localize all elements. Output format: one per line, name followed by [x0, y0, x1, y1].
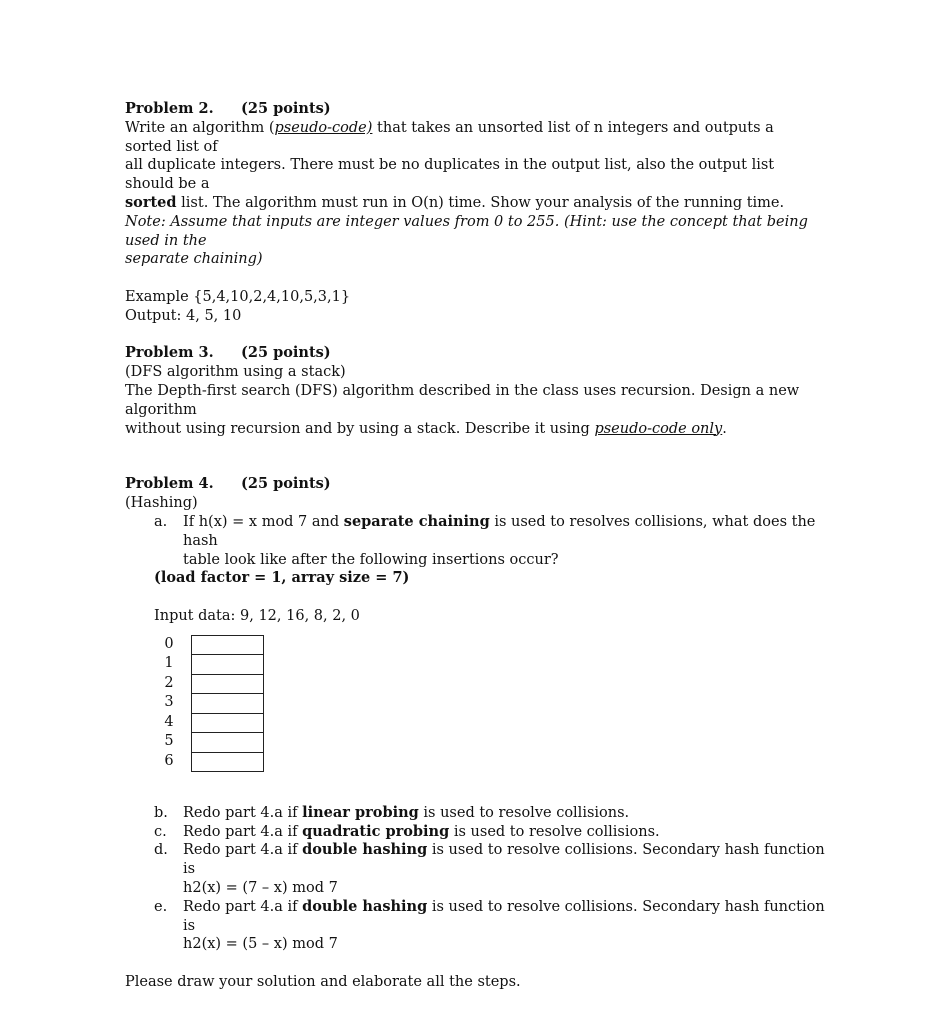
problem-3-number: Problem 3. — [125, 344, 214, 362]
part-b-marker: b. — [154, 804, 168, 821]
hash-row-4 — [154, 713, 294, 733]
problem-3-subtitle: (DFS algorithm using a stack) — [125, 364, 346, 381]
part-c-bold: quadratic probing — [302, 822, 450, 840]
hash-table — [154, 635, 825, 777]
problem-2-line-3 — [125, 194, 825, 213]
hash-row-1 — [154, 654, 294, 674]
problem-2-line-2: all duplicate integers. There must be no duplicates in the output list, also the output list should be a — [125, 157, 775, 193]
hash-cell-1 — [191, 654, 264, 674]
hash-row-5 — [154, 732, 294, 752]
problem-3-line-2 — [125, 420, 825, 439]
hash-row-2 — [154, 674, 294, 694]
hash-index-6: 6 — [164, 752, 174, 769]
part-c-marker: c. — [154, 823, 167, 840]
part-a-bold: separate chaining — [343, 512, 490, 530]
problem-2-line-3-rest: list. The algorithm must run in O(n) time. Show your analysis of the running time. — [176, 194, 785, 211]
part-c-post: is used to resolve collisions. — [449, 823, 660, 840]
hash-row-3 — [154, 693, 294, 713]
part-d-line-2: h2(x) = (7 – x) mod 7 — [183, 879, 338, 896]
hash-cell-0 — [191, 635, 264, 655]
part-c-pre: Redo part 4.a if — [183, 823, 303, 840]
part-e-bold: double hashing — [302, 897, 428, 915]
part-a-line-2: table look like after the following insertions occur? — [183, 551, 559, 568]
hash-index-0: 0 — [164, 635, 174, 652]
part-b-pre: Redo part 4.a if — [183, 804, 303, 821]
hash-cell-3 — [191, 693, 264, 713]
hash-index-4: 4 — [164, 713, 174, 730]
problem-3-line-1: The Depth-first search (DFS) algorithm described in the class uses recursion. Design a new algorithm — [125, 382, 800, 418]
part-b-bold: linear probing — [302, 803, 419, 821]
part-e — [125, 898, 825, 954]
part-b-post: is used to resolve collisions. — [418, 804, 630, 821]
problem-2-line-1-post: that takes an unsorted list of n integers and outputs a sorted list of — [125, 119, 774, 155]
problem-2-points: (25 points) — [241, 100, 331, 117]
problem-4-points: (25 points) — [241, 475, 331, 493]
hash-index-1: 1 — [164, 655, 174, 672]
hash-index-3: 3 — [164, 694, 174, 711]
closing-instruction: Please draw your solution and elaborate all the steps. — [125, 973, 521, 990]
problem-4-heading — [125, 475, 825, 494]
part-a — [125, 513, 825, 569]
hash-row-6 — [154, 752, 294, 772]
part-a-marker: a. — [154, 513, 168, 530]
part-e-post: is used to resolve collisions. Secondary hash function is — [183, 898, 825, 934]
document-page — [125, 100, 825, 992]
part-d — [125, 841, 825, 897]
hash-cell-4 — [191, 713, 264, 733]
part-d-marker: d. — [154, 842, 168, 859]
problem-2-output: Output: 4, 5, 10 — [125, 307, 242, 324]
problem-3-points: (25 points) — [241, 344, 331, 362]
hash-cell-6 — [191, 752, 264, 773]
part-c — [125, 823, 825, 842]
problem-2-line-1-pre: Write an algorithm ( — [125, 119, 275, 136]
part-e-line-2: h2(x) = (5 – x) mod 7 — [183, 936, 338, 953]
hash-row-0 — [154, 635, 294, 655]
problem-4-subtitle: (Hashing) — [125, 495, 198, 512]
part-a-post: is used to resolves collisions, what does the hash — [183, 513, 816, 549]
problem-3-line-2-pre: without using recursion and by using a stack. Describe it using — [125, 420, 595, 437]
part-e-marker: e. — [154, 898, 168, 915]
hash-cell-5 — [191, 732, 264, 752]
part-a-pre: If h(x) = x mod 7 and — [183, 513, 344, 530]
part-d-pre: Redo part 4.a if — [183, 842, 303, 859]
hash-index-5: 5 — [164, 733, 174, 750]
problem-3-heading — [125, 344, 825, 363]
load-factor: (load factor = 1, array size = 7) — [154, 569, 410, 587]
pseudo-code-link[interactable]: pseudo-code) — [274, 119, 373, 136]
pseudo-code-only-link[interactable]: pseudo-code only — [594, 420, 723, 437]
part-e-pre: Redo part 4.a if — [183, 898, 303, 915]
problem-2-note-line-1: Note: Assume that inputs are integer values from 0 to 255. (Hint: use the concept that being used in the — [125, 213, 808, 249]
problem-2-number: Problem 2. — [125, 100, 214, 117]
problem-4-number: Problem 4. — [125, 475, 214, 493]
hash-index-2: 2 — [164, 674, 174, 691]
part-d-bold: double hashing — [302, 841, 428, 859]
part-b — [125, 804, 825, 823]
problem-3-line-2-post: . — [722, 420, 727, 437]
part-d-post: is used to resolve collisions. Secondary hash function is — [183, 842, 825, 878]
input-data: Input data: 9, 12, 16, 8, 2, 0 — [154, 607, 360, 624]
problem-2-line-1 — [125, 119, 825, 157]
problem-2-heading — [125, 100, 825, 119]
hash-cell-2 — [191, 674, 264, 694]
problem-2-example: Example {5,4,10,2,4,10,5,3,1} — [125, 288, 351, 305]
sorted-emphasis: sorted — [125, 193, 177, 211]
problem-2-note-line-2: separate chaining) — [125, 251, 263, 268]
